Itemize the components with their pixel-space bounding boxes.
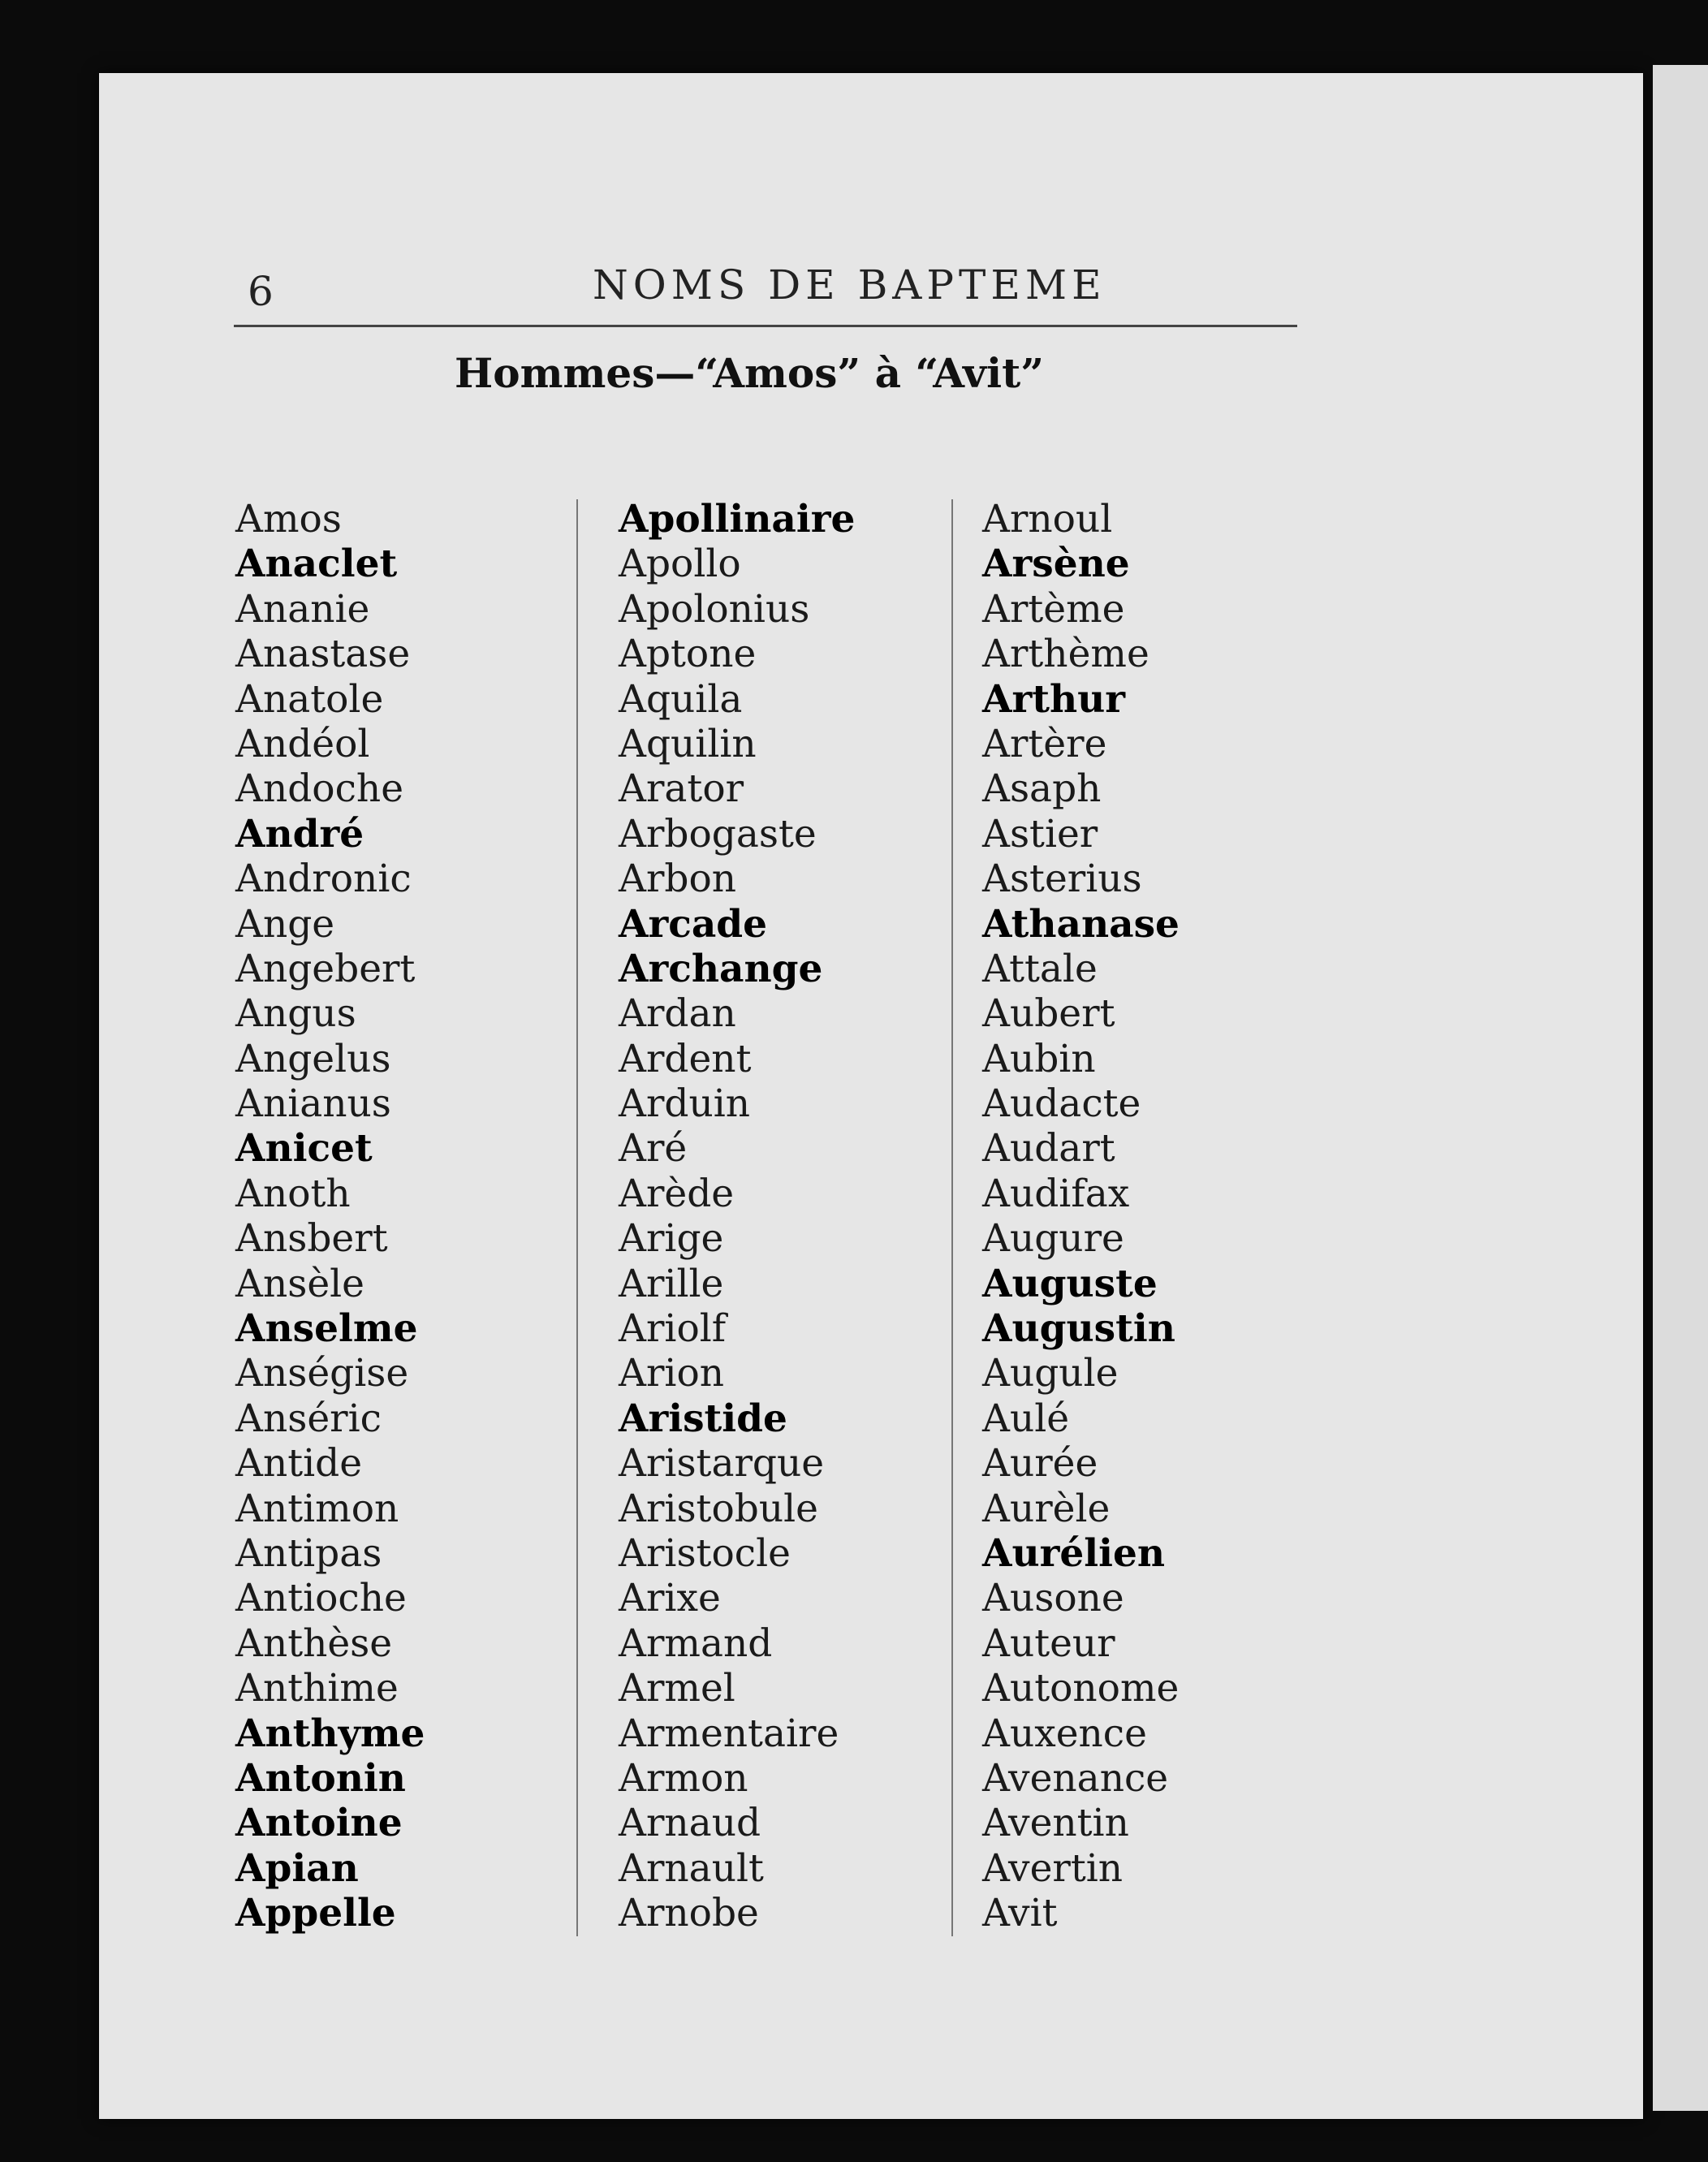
name-entry: Angus xyxy=(235,991,356,1037)
name-entry: Antipas xyxy=(235,1530,382,1576)
name-column-2 xyxy=(619,497,855,1936)
name-entry: Anségise xyxy=(235,1351,409,1396)
name-entry: Auguste xyxy=(982,1261,1158,1306)
name-entry: Arthur xyxy=(982,676,1126,722)
name-entry: Archange xyxy=(619,946,823,991)
name-column-3 xyxy=(982,497,1180,1936)
name-entry: Audifax xyxy=(982,1171,1130,1216)
name-entry: Arbogaste xyxy=(619,811,817,857)
column-divider xyxy=(576,499,578,1936)
name-entry: Anthime xyxy=(235,1666,399,1711)
name-entry: Aristobule xyxy=(619,1486,818,1531)
name-entry: Antide xyxy=(235,1441,363,1487)
name-entry: Attale xyxy=(982,946,1098,991)
name-entry: Armel xyxy=(619,1666,735,1711)
name-entry: Antonin xyxy=(235,1755,406,1801)
running-title: NOMS DE BAPTEME xyxy=(593,261,1106,309)
name-entry: Ange xyxy=(235,901,335,947)
name-entry: Armentaire xyxy=(619,1711,839,1756)
name-entry: André xyxy=(235,811,364,857)
name-entry: Anoth xyxy=(235,1171,351,1216)
name-entry: Anselme xyxy=(235,1306,418,1352)
name-entry: Ariolf xyxy=(619,1306,727,1352)
name-entry: Augule xyxy=(982,1351,1119,1396)
page-number: 6 xyxy=(248,268,275,315)
name-entry: Ananie xyxy=(235,586,370,632)
name-entry: Artère xyxy=(982,721,1107,766)
name-entry: Anthèse xyxy=(235,1620,393,1666)
name-entry: Aulé xyxy=(982,1396,1070,1441)
header-rule xyxy=(234,325,1297,327)
facing-page-edge xyxy=(1653,65,1708,2111)
name-entry: Anianus xyxy=(235,1081,391,1127)
name-entry: Amos xyxy=(235,497,342,542)
name-entry: Augustin xyxy=(982,1306,1175,1352)
name-entry: Arthème xyxy=(982,632,1149,677)
name-entry: Arnoul xyxy=(982,497,1113,542)
section-title: Hommes—“Amos” à “Avit” xyxy=(455,349,1044,397)
name-entry: Angelus xyxy=(235,1036,391,1081)
name-entry: Ansbert xyxy=(235,1216,388,1262)
name-entry: Aubert xyxy=(982,991,1115,1037)
name-entry: Appelle xyxy=(235,1891,396,1936)
name-entry: Apolonius xyxy=(619,586,810,632)
name-entry: Arbon xyxy=(619,857,737,902)
name-entry: Augure xyxy=(982,1216,1124,1262)
name-entry: Andoche xyxy=(235,766,404,812)
name-entry: Avertin xyxy=(982,1845,1124,1891)
name-entry: Aristide xyxy=(619,1396,787,1441)
name-entry: Audacte xyxy=(982,1081,1141,1127)
name-entry: Arcade xyxy=(619,901,768,947)
name-entry: Aurélien xyxy=(982,1530,1166,1576)
name-entry: Aquilin xyxy=(619,721,757,766)
name-entry: Antioche xyxy=(235,1576,407,1621)
name-entry: Audart xyxy=(982,1126,1115,1172)
name-entry: Aubin xyxy=(982,1036,1096,1081)
name-entry: Aristarque xyxy=(619,1441,825,1487)
name-entry: Arède xyxy=(619,1171,735,1216)
name-entry: Apollinaire xyxy=(619,497,856,542)
name-entry: Asterius xyxy=(982,857,1142,902)
name-entry: Arnault xyxy=(619,1845,764,1891)
name-entry: Aristocle xyxy=(619,1530,791,1576)
name-entry: Auxence xyxy=(982,1711,1147,1756)
name-entry: Anastase xyxy=(235,632,411,677)
name-entry: Astier xyxy=(982,811,1098,857)
name-entry: Aré xyxy=(619,1126,688,1172)
name-entry: Athanase xyxy=(982,901,1180,947)
name-entry: Aquila xyxy=(619,676,743,722)
name-entry: Ausone xyxy=(982,1576,1124,1621)
name-entry: Auteur xyxy=(982,1620,1115,1666)
name-entry: Aurèle xyxy=(982,1486,1111,1531)
name-entry: Antoine xyxy=(235,1801,403,1846)
name-entry: Apian xyxy=(235,1845,359,1891)
name-entry: Aurée xyxy=(982,1441,1098,1487)
name-entry: Autonome xyxy=(982,1666,1180,1711)
name-entry: Arige xyxy=(619,1216,724,1262)
name-entry: Arixe xyxy=(619,1576,721,1621)
name-entry: Armon xyxy=(619,1755,748,1801)
column-divider xyxy=(951,499,953,1936)
name-entry: Artème xyxy=(982,586,1125,632)
name-entry: Armand xyxy=(619,1620,773,1666)
name-entry: Aptone xyxy=(619,632,757,677)
name-column-1 xyxy=(235,497,425,1936)
name-entry: Apollo xyxy=(619,542,741,587)
name-entry: Ardent xyxy=(619,1036,752,1081)
name-entry: Arator xyxy=(619,766,744,812)
name-entry: Anatole xyxy=(235,676,384,722)
name-entry: Anséric xyxy=(235,1396,382,1441)
name-entry: Arduin xyxy=(619,1081,751,1127)
name-entry: Arsène xyxy=(982,542,1130,587)
name-entry: Aventin xyxy=(982,1801,1129,1846)
name-entry: Arnobe xyxy=(619,1891,759,1936)
name-entry: Antimon xyxy=(235,1486,399,1531)
name-entry: Avit xyxy=(982,1891,1058,1936)
name-entry: Anaclet xyxy=(235,542,398,587)
name-entry: Andéol xyxy=(235,721,370,766)
name-entry: Avenance xyxy=(982,1755,1169,1801)
name-entry: Anicet xyxy=(235,1126,373,1172)
name-entry: Andronic xyxy=(235,857,412,902)
name-entry: Anthyme xyxy=(235,1711,425,1756)
name-entry: Arnaud xyxy=(619,1801,761,1846)
name-entry: Arion xyxy=(619,1351,725,1396)
name-entry: Arille xyxy=(619,1261,724,1306)
name-entry: Ardan xyxy=(619,991,736,1037)
name-entry: Angebert xyxy=(235,946,416,991)
name-entry: Asaph xyxy=(982,766,1102,812)
name-entry: Ansèle xyxy=(235,1261,364,1306)
